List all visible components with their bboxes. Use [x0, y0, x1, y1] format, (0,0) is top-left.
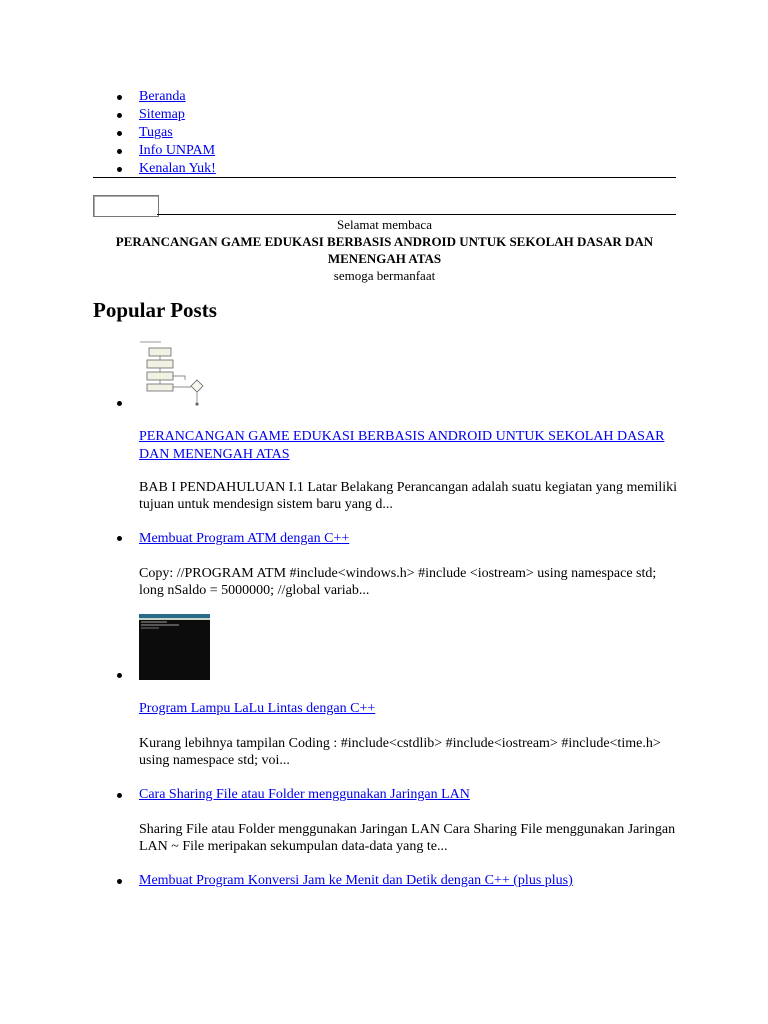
welcome-greeting: Selamat membaca: [337, 217, 432, 232]
bullet-icon: [117, 131, 122, 136]
welcome-block: [93, 216, 676, 284]
bullet-icon: [117, 536, 122, 541]
post-link-perancangan-game[interactable]: PERANCANGAN GAME EDUKASI BERBASIS ANDROID UNTUK SEKOLAH DASAR DAN MENENGAH ATAS: [139, 429, 665, 462]
post-snippet-program-atm: Copy: //PROGRAM ATM #include<windows.h> #include <iostream> using namespace std; long nSaldo = 5000000; //global variab...: [139, 566, 657, 598]
bullet-icon: [117, 793, 122, 798]
nav-item-kenalan-yuk: [93, 160, 676, 178]
console-thumbnail[interactable]: [139, 614, 210, 680]
post-link-konversi-jam[interactable]: Membuat Program Konversi Jam ke Menit dan Detik dengan C++ (plus plus): [139, 873, 573, 888]
bullet-icon: [117, 113, 122, 118]
flowchart-thumbnail[interactable]: [139, 340, 211, 408]
nav-link-beranda[interactable]: Beranda: [139, 89, 186, 104]
popular-posts-heading: Popular Posts: [93, 298, 217, 322]
post-snippet-program-lampu: Kurang lebihnya tampilan Coding : #include<cstdlib> #include<iostream> #include<time.h> using namespace std; voi...: [139, 736, 661, 768]
nav-item-info-unpam: [93, 142, 676, 160]
bullet-icon: [117, 149, 122, 154]
nav-link-info-unpam[interactable]: Info UNPAM: [139, 143, 216, 158]
post-link-program-lampu[interactable]: Program Lampu LaLu Lintas dengan C++: [139, 701, 376, 716]
divider-top: [93, 177, 676, 178]
bullet-icon: [117, 401, 122, 406]
bullet-icon: [117, 167, 122, 172]
search-input[interactable]: [93, 195, 159, 217]
post-link-cara-sharing[interactable]: Cara Sharing File atau Folder menggunakan Jaringan LAN: [139, 787, 470, 802]
post-snippet-cara-sharing: Sharing File atau Folder menggunakan Jaringan LAN Cara Sharing File menggunakan Jaringan LAN ~ File meripakan sekumpulan data-data yang te...: [139, 822, 676, 854]
nav-item-beranda: [93, 88, 676, 106]
nav-item-tugas: [93, 124, 676, 142]
nav-item-sitemap: [93, 106, 676, 124]
welcome-title: PERANCANGAN GAME EDUKASI BERBASIS ANDROID UNTUK SEKOLAH DASAR DAN MENENGAH ATAS: [115, 234, 654, 266]
divider-search: [157, 214, 676, 215]
nav-link-kenalan-yuk[interactable]: Kenalan Yuk!: [139, 161, 216, 176]
welcome-closing: semoga bermanfaat: [333, 268, 436, 283]
bullet-icon: [117, 879, 122, 884]
nav-link-tugas[interactable]: Tugas: [139, 125, 173, 140]
top-navigation: [93, 88, 676, 178]
bullet-icon: [117, 95, 122, 100]
post-link-program-atm[interactable]: Membuat Program ATM dengan C++: [139, 531, 350, 546]
nav-link-sitemap[interactable]: Sitemap: [139, 107, 185, 122]
bullet-icon: [117, 673, 122, 678]
post-snippet-perancangan-game: BAB I PENDAHULUAN I.1 Latar Belakang Perancangan adalah suatu kegiatan yang memiliki tujuan untuk mendesign sistem baru yang d...: [139, 480, 678, 512]
